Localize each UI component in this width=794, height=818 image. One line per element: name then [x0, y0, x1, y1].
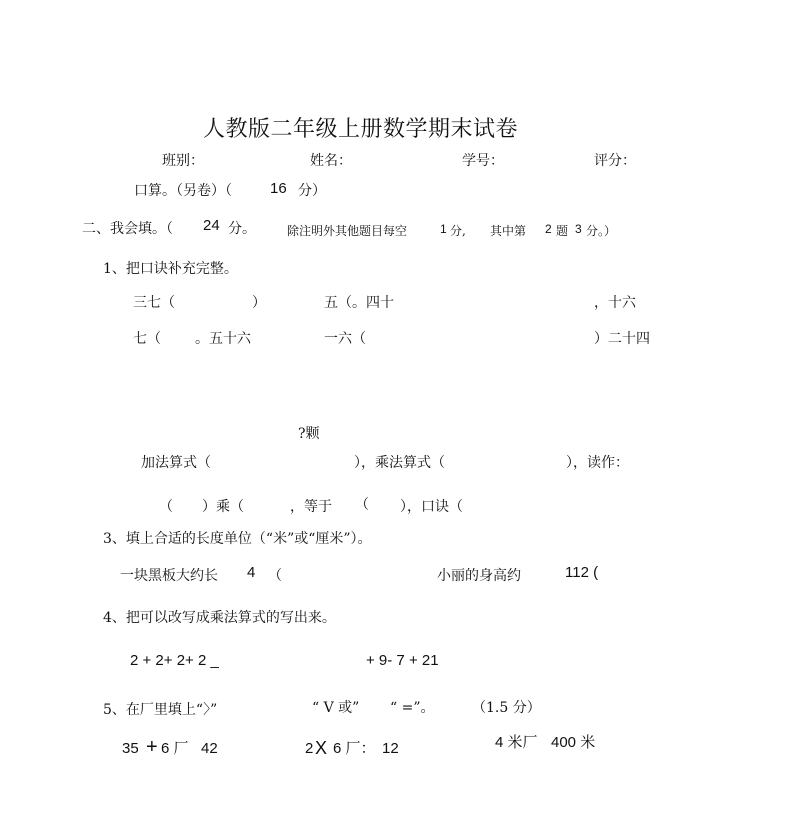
- section2-note-unit2: 分。）: [586, 224, 617, 238]
- q2-line2-open: （: [159, 499, 173, 515]
- section2-unit: 分。: [228, 221, 256, 237]
- q5-compare3-right: 400 米: [551, 734, 596, 751]
- q5-option-less: “ V 或”: [312, 700, 360, 716]
- q5-option-equal: “ =”。: [390, 700, 435, 716]
- q2-line2-times: ）乘（: [202, 499, 244, 515]
- q5-compare2-times: X: [315, 738, 328, 758]
- q3-blackboard-blank: （: [268, 568, 282, 584]
- q4-expression-1: 2 + 2+ 2+ 2 _: [130, 652, 219, 669]
- q2-read-as-label: ），读作：: [566, 455, 629, 471]
- q1-label: 1、把口诀补充完整。: [103, 261, 238, 277]
- q2-multiplication-label: ），乘法算式（: [354, 455, 445, 471]
- q3-height-text: 小丽的身高约: [437, 568, 521, 584]
- q1-row1-item3: ，十六: [594, 295, 636, 311]
- section1-unit: 分）: [298, 183, 326, 199]
- q5-compare2-right: 12: [382, 740, 399, 757]
- section2-note-question: 其中第: [490, 224, 527, 238]
- section2-note-unit1: 分,: [450, 224, 466, 238]
- q4-label: 4、把可以改写成乘法算式的写出来。: [103, 610, 336, 626]
- student-id-label: 学号：: [462, 153, 504, 169]
- section2-note: 除注明外其他题目每空: [287, 224, 408, 238]
- q2-line2-mnemonic: ），口诀（: [400, 499, 463, 515]
- q2-unit-label: ?颗: [298, 426, 320, 442]
- q5-compare3-left: 4 米厂: [495, 734, 538, 751]
- section1-points: 16: [270, 180, 287, 197]
- section2-points: 24: [203, 217, 220, 234]
- q3-blackboard-text: 一块黑板大约长: [120, 568, 218, 584]
- q3-height-value: 112 (: [565, 564, 599, 581]
- q5-label: 5、在厂里填上“〉”: [103, 702, 218, 718]
- q1-row1-item2: 五（。四十: [324, 295, 394, 311]
- page-title: 人教版二年级上册数学期末试卷: [203, 117, 519, 142]
- section2-note-ti: 题: [556, 224, 569, 238]
- q1-row1-item1: 三七（: [133, 295, 175, 311]
- q5-compare2-left: 2: [305, 740, 314, 757]
- q5-compare1-right: 42: [201, 740, 218, 757]
- q4-expression-2: + 9- 7 + 21: [366, 652, 439, 669]
- q2-line2-open2: （: [355, 497, 369, 513]
- q3-label: 3、填上合适的长度单位（“米”或“厘米”）。: [103, 531, 372, 547]
- section1-label: 口算。（另卷）（: [134, 183, 232, 199]
- q5-compare1-left: 35: [122, 740, 139, 757]
- section2-label: 二、我会填。（: [82, 221, 173, 237]
- q5-compare2-box: 6 厂：: [333, 740, 376, 757]
- q5-compare1-box: 6 厂: [161, 740, 189, 757]
- q1-row2-item2: 一六（: [324, 331, 366, 347]
- q3-blackboard-value: 4: [247, 564, 256, 581]
- q2-line2-equals: ，等于: [290, 499, 332, 515]
- q5-points: （1.5 分）: [472, 700, 541, 716]
- class-label: 班别：: [162, 153, 204, 169]
- q2-addition-label: 加法算式（: [141, 455, 211, 471]
- q1-row2-item3: ）二十四: [594, 331, 650, 347]
- q1-row2-item1-rest: 。五十六: [195, 331, 251, 347]
- section2-note-num2: 2: [545, 222, 552, 236]
- name-label: 姓名：: [310, 153, 352, 169]
- section2-note-num1: 1: [440, 222, 447, 236]
- q1-row1-item1-close: ）: [252, 295, 266, 311]
- q5-compare1-plus: +: [146, 736, 158, 758]
- score-label: 评分：: [594, 153, 636, 169]
- section2-note-num3: 3: [575, 222, 582, 236]
- q1-row2-item1: 七（: [133, 331, 161, 347]
